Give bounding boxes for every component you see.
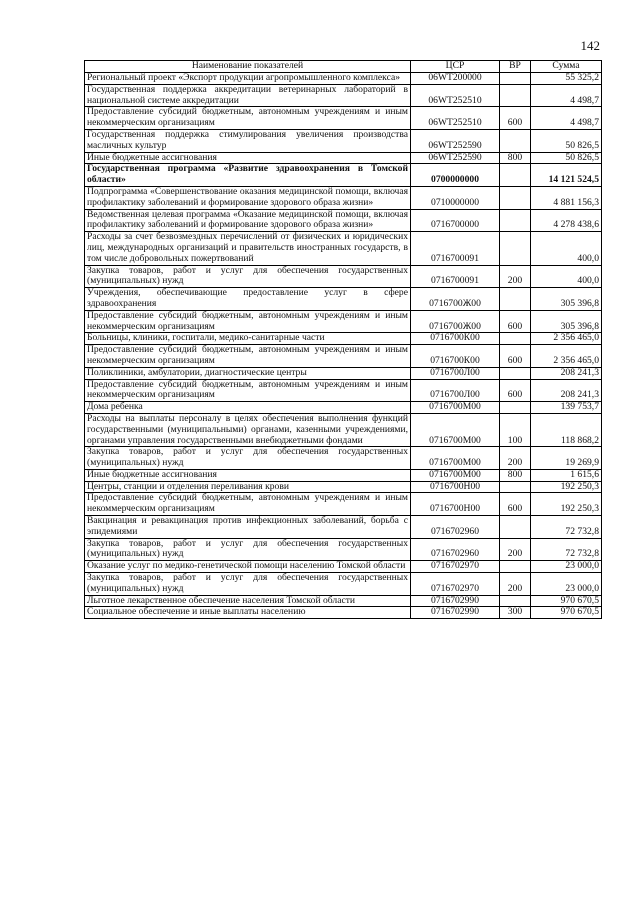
table-row (85, 447, 602, 470)
table-row (85, 186, 602, 209)
cell-sum: 208 241,3 (531, 379, 602, 402)
cell-name: Ведомственная целевая программа «Оказание медицинской помощи, включая профилактику заболеваний и формирование здорового образа жизни» (85, 209, 411, 232)
cell-csr: 0700000000 (411, 164, 500, 187)
cell-name: Закупка товаров, работ и услуг для обеспечения государственных (муниципальных) нужд (85, 538, 411, 561)
cell-name: Учреждения, обеспечивающие предоставление услуг в сфере здравоохранения (85, 288, 411, 311)
cell-vr (500, 595, 531, 607)
cell-vr (500, 84, 531, 107)
header-sum: Сумма (531, 61, 602, 73)
table-row (85, 209, 602, 232)
cell-sum: 4 498,7 (531, 84, 602, 107)
header-row (85, 61, 602, 73)
cell-vr (500, 516, 531, 539)
cell-sum: 400,0 (531, 232, 602, 265)
cell-name: Закупка товаров, работ и услуг для обеспечения государственных (муниципальных) нужд (85, 447, 411, 470)
table-row (85, 333, 602, 345)
page-number: 142 (580, 38, 600, 53)
cell-sum: 118 868,2 (531, 413, 602, 446)
cell-vr (500, 367, 531, 379)
cell-name: Предоставление субсидий бюджетным, автономным учреждениям и иным некоммерческим организациям (85, 107, 411, 130)
table-row (85, 367, 602, 379)
table-body (85, 73, 602, 619)
cell-csr: 0716702960 (411, 516, 500, 539)
cell-sum: 23 000,0 (531, 573, 602, 596)
table-row (85, 288, 602, 311)
cell-vr (500, 481, 531, 493)
cell-csr: 06WT252590 (411, 129, 500, 152)
cell-csr: 0716702960 (411, 538, 500, 561)
table-row (85, 538, 602, 561)
cell-sum: 192 250,3 (531, 493, 602, 516)
cell-csr: 0716700091 (411, 232, 500, 265)
cell-vr (500, 288, 531, 311)
cell-name: Предоставление субсидий бюджетным, автономным учреждениям и иным некоммерческим организациям (85, 493, 411, 516)
cell-vr (500, 209, 531, 232)
table-row (85, 561, 602, 573)
cell-vr: 200 (500, 447, 531, 470)
cell-vr (500, 129, 531, 152)
cell-csr: 0716700К00 (411, 333, 500, 345)
cell-name: Вакцинация и ревакцинация против инфекционных заболеваний, борьба с эпидемиями (85, 516, 411, 539)
cell-name: Закупка товаров, работ и услуг для обеспечения государственных (муниципальных) нужд (85, 265, 411, 288)
cell-sum: 2 356 465,0 (531, 345, 602, 368)
cell-name: Центры, станции и отделения переливания крови (85, 481, 411, 493)
table-row (85, 84, 602, 107)
cell-name: Предоставление субсидий бюджетным, автономным учреждениям и иным некоммерческим организациям (85, 345, 411, 368)
table-row (85, 607, 602, 619)
table-row (85, 107, 602, 130)
table-row (85, 573, 602, 596)
cell-name: Оказание услуг по медико-генетической помощи населению Томской области (85, 561, 411, 573)
cell-csr: 0716700М00 (411, 402, 500, 414)
cell-csr: 0716700000 (411, 209, 500, 232)
table-row (85, 379, 602, 402)
cell-sum: 19 269,9 (531, 447, 602, 470)
cell-sum: 400,0 (531, 265, 602, 288)
cell-name: Государственная поддержка аккредитации ветеринарных лабораторий в национальной системе аккредитации (85, 84, 411, 107)
table-row (85, 469, 602, 481)
header-name: Наименование показателей (85, 61, 411, 73)
cell-name: Предоставление субсидий бюджетным, автономным учреждениям и иным некоммерческим организациям (85, 310, 411, 333)
cell-sum: 4 881 156,3 (531, 186, 602, 209)
cell-vr: 600 (500, 345, 531, 368)
cell-csr: 06WT252510 (411, 107, 500, 130)
cell-sum: 72 732,8 (531, 516, 602, 539)
table-row (85, 265, 602, 288)
cell-sum: 4 278 438,6 (531, 209, 602, 232)
table-header (85, 61, 602, 73)
cell-csr: 0716700Л00 (411, 367, 500, 379)
cell-name: Закупка товаров, работ и услуг для обеспечения государственных (муниципальных) нужд (85, 573, 411, 596)
cell-vr: 100 (500, 413, 531, 446)
cell-name: Региональный проект «Экспорт продукции агропромышленного комплекса» (85, 73, 411, 85)
cell-name: Предоставление субсидий бюджетным, автономным учреждениям и иным некоммерческим организациям (85, 379, 411, 402)
table-row (85, 310, 602, 333)
cell-vr: 800 (500, 469, 531, 481)
cell-csr: 0716700Н00 (411, 493, 500, 516)
cell-csr: 06WT252590 (411, 152, 500, 164)
cell-vr (500, 73, 531, 85)
table-row (85, 595, 602, 607)
cell-sum: 23 000,0 (531, 561, 602, 573)
cell-name: Дома ребенка (85, 402, 411, 414)
cell-sum: 2 356 465,0 (531, 333, 602, 345)
cell-csr: 0716700К00 (411, 345, 500, 368)
cell-sum: 970 670,5 (531, 607, 602, 619)
cell-vr: 300 (500, 607, 531, 619)
cell-sum: 50 826,5 (531, 129, 602, 152)
cell-csr: 0716700М00 (411, 413, 500, 446)
cell-vr (500, 333, 531, 345)
cell-sum: 1 615,6 (531, 469, 602, 481)
cell-vr: 200 (500, 573, 531, 596)
cell-name: Государственная поддержка стимулирования увеличения производства масличных культур (85, 129, 411, 152)
cell-csr: 0716700Л00 (411, 379, 500, 402)
cell-vr (500, 232, 531, 265)
cell-sum: 305 396,8 (531, 288, 602, 311)
cell-vr: 600 (500, 310, 531, 333)
table-row (85, 129, 602, 152)
table-row (85, 345, 602, 368)
table-row (85, 413, 602, 446)
cell-csr: 0716700М00 (411, 469, 500, 481)
cell-name: Расходы на выплаты персоналу в целях обеспечения выполнения функций государственными (муниципальными) органами, казенными учреждениями, органами управления государственными внебюджетными фондами (85, 413, 411, 446)
cell-vr: 200 (500, 265, 531, 288)
cell-csr: 0716700М00 (411, 447, 500, 470)
cell-csr: 0710000000 (411, 186, 500, 209)
cell-csr: 0716700091 (411, 265, 500, 288)
cell-name: Иные бюджетные ассигнования (85, 469, 411, 481)
cell-name: Больницы, клиники, госпитали, медико-санитарные части (85, 333, 411, 345)
cell-vr (500, 164, 531, 187)
cell-vr: 200 (500, 538, 531, 561)
table-row (85, 516, 602, 539)
cell-csr: 0716702970 (411, 573, 500, 596)
cell-csr: 0716702970 (411, 561, 500, 573)
cell-name: Льготное лекарственное обеспечение населения Томской области (85, 595, 411, 607)
cell-csr: 0716700Н00 (411, 481, 500, 493)
table-row (85, 164, 602, 187)
cell-name: Иные бюджетные ассигнования (85, 152, 411, 164)
cell-sum: 192 250,3 (531, 481, 602, 493)
cell-vr: 600 (500, 493, 531, 516)
cell-sum: 4 498,7 (531, 107, 602, 130)
cell-csr: 0716700Ж00 (411, 310, 500, 333)
table-row (85, 232, 602, 265)
cell-name: Государственная программа «Развитие здравоохранения в Томской области» (85, 164, 411, 187)
cell-sum: 14 121 524,5 (531, 164, 602, 187)
cell-vr (500, 186, 531, 209)
table-row (85, 493, 602, 516)
cell-sum: 208 241,3 (531, 367, 602, 379)
table-row (85, 481, 602, 493)
cell-csr: 06WT200000 (411, 73, 500, 85)
cell-sum: 72 732,8 (531, 538, 602, 561)
table-row (85, 402, 602, 414)
cell-sum: 50 826,5 (531, 152, 602, 164)
header-csr: ЦСР (411, 61, 500, 73)
cell-name: Подпрограмма «Совершенствование оказания медицинской помощи, включая профилактику заболеваний и формирование здорового образа жизни» (85, 186, 411, 209)
cell-name: Социальное обеспечение и иные выплаты населению (85, 607, 411, 619)
cell-csr: 06WT252510 (411, 84, 500, 107)
cell-csr: 0716702990 (411, 607, 500, 619)
cell-vr: 600 (500, 379, 531, 402)
budget-table (84, 60, 602, 619)
cell-vr (500, 561, 531, 573)
cell-name: Расходы за счет безвозмездных перечислений от физических и юридических лиц, международных организаций и правительств иностранных государств, в том числе добровольных пожертвований (85, 232, 411, 265)
table-row (85, 73, 602, 85)
cell-sum: 305 396,8 (531, 310, 602, 333)
cell-csr: 0716700Ж00 (411, 288, 500, 311)
header-vr: ВР (500, 61, 531, 73)
table-row (85, 152, 602, 164)
cell-sum: 970 670,5 (531, 595, 602, 607)
cell-vr: 800 (500, 152, 531, 164)
cell-vr: 600 (500, 107, 531, 130)
cell-sum: 139 753,7 (531, 402, 602, 414)
cell-sum: 55 325,2 (531, 73, 602, 85)
cell-vr (500, 402, 531, 414)
cell-csr: 0716702990 (411, 595, 500, 607)
cell-name: Поликлиники, амбулатории, диагностические центры (85, 367, 411, 379)
